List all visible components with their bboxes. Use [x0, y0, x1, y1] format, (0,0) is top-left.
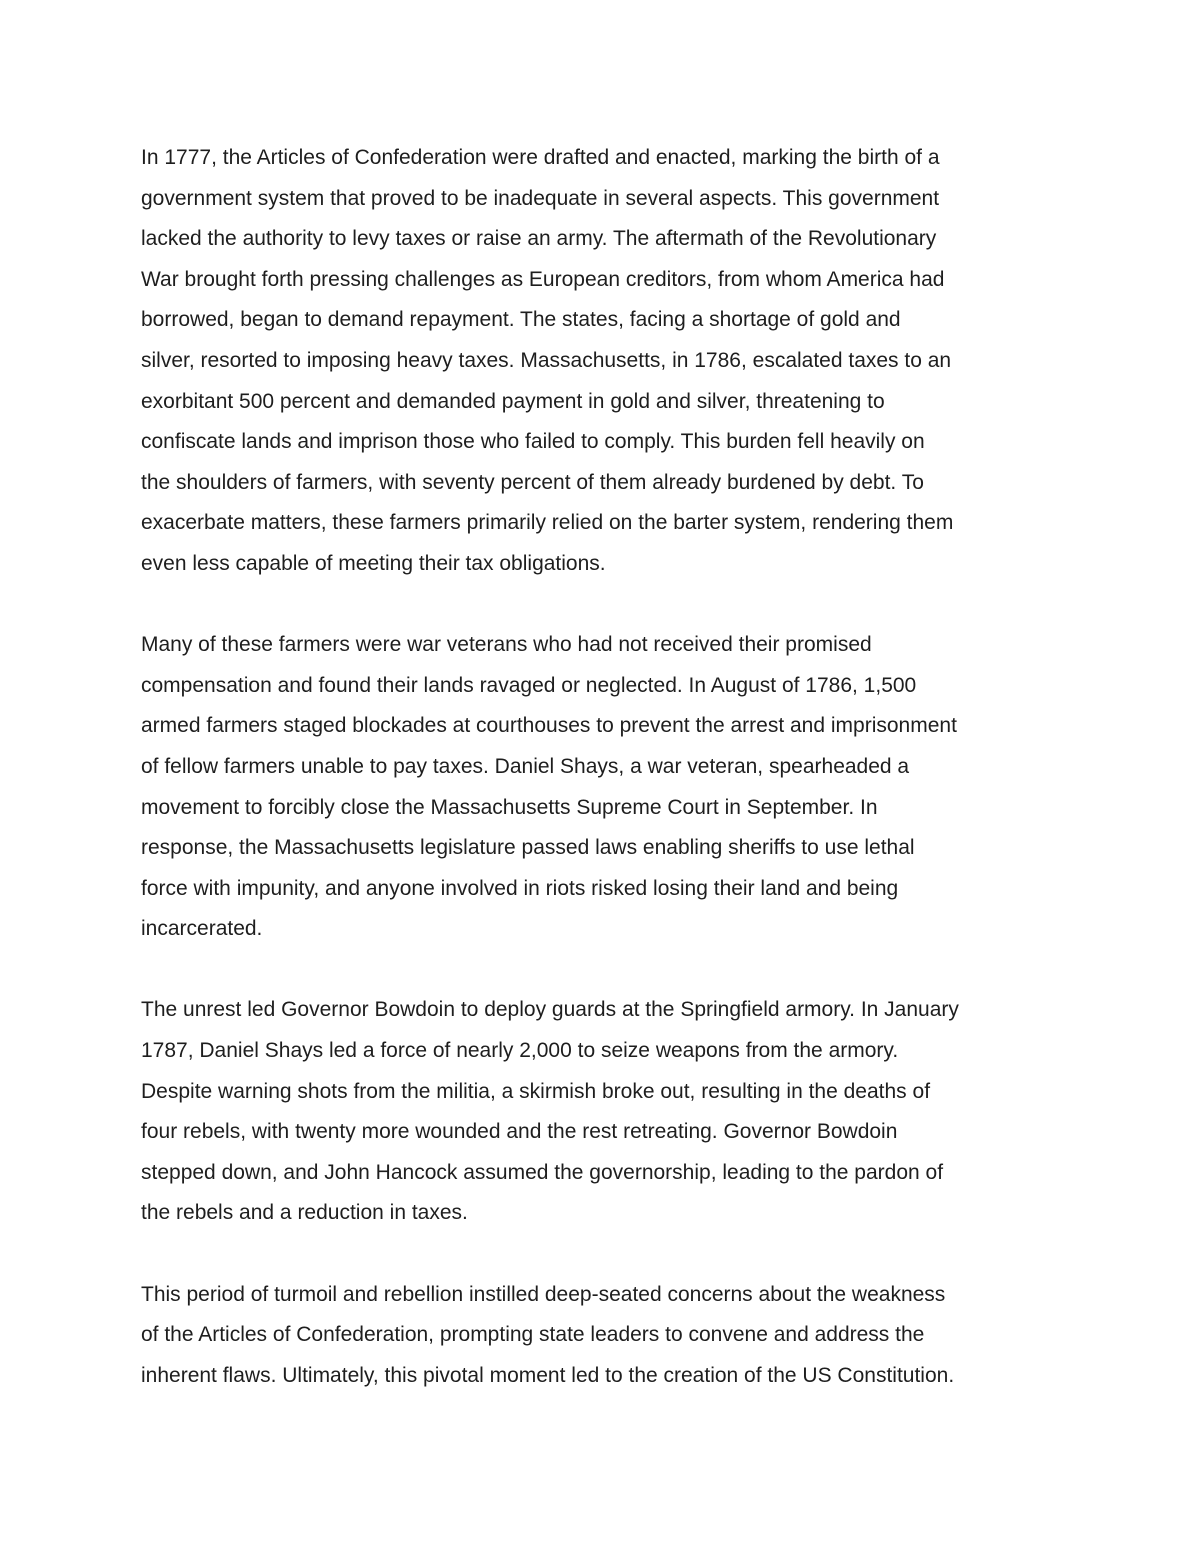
paragraph-4: [141, 1275, 1066, 1397]
text-line: even less capable of meeting their tax obligations.: [141, 551, 606, 575]
text-line: lacked the authority to levy taxes or raise an army. The aftermath of the Revolutionary: [141, 227, 937, 251]
text-line: confiscate lands and imprison those who failed to comply. This burden fell heavily on: [141, 430, 925, 454]
text-line: four rebels, with twenty more wounded and the rest retreating. Governor Bowdoin: [141, 1120, 898, 1144]
text-line: of fellow farmers unable to pay taxes. Daniel Shays, a war veteran, spearheaded a: [141, 754, 910, 778]
paragraph-1: [141, 138, 1066, 585]
text-line: stepped down, and John Hancock assumed the governorship, leading to the pardon of: [141, 1160, 944, 1184]
text-line: force with impunity, and anyone involved in riots risked losing their land and being: [141, 876, 899, 900]
paragraph-2: [141, 625, 1066, 950]
text-line: inherent flaws. Ultimately, this pivotal moment led to the creation of the US Constitution.: [141, 1363, 955, 1387]
text-line: The unrest led Governor Bowdoin to deploy guards at the Springfield armory. In January: [141, 998, 959, 1022]
text-line: War brought forth pressing challenges as European creditors, from whom America had: [141, 267, 945, 291]
text-line: the shoulders of farmers, with seventy percent of them already burdened by debt. To: [141, 470, 924, 494]
text-line: government system that proved to be inadequate in several aspects. This government: [141, 186, 940, 210]
text-line: Despite warning shots from the militia, a skirmish broke out, resulting in the deaths of: [141, 1079, 931, 1103]
text-line: movement to forcibly close the Massachusetts Supreme Court in September. In: [141, 795, 878, 819]
text-line: of the Articles of Confederation, prompting state leaders to convene and address the: [141, 1323, 925, 1347]
text-line: In 1777, the Articles of Confederation were drafted and enacted, marking the birth of a: [141, 146, 940, 169]
text-line: armed farmers staged blockades at courthouses to prevent the arrest and imprisonment: [141, 714, 957, 738]
text-line: 1787, Daniel Shays led a force of nearly 2,000 to seize weapons from the armory.: [141, 1039, 899, 1063]
text-line: response, the Massachusetts legislature passed laws enabling sheriffs to use lethal: [141, 836, 915, 860]
text-line: silver, resorted to imposing heavy taxes. Massachusetts, in 1786, escalated taxes to an: [141, 348, 952, 372]
text-line: compensation and found their lands ravaged or neglected. In August of 1786, 1,500: [141, 673, 917, 697]
text-line: This period of turmoil and rebellion instilled deep-seated concerns about the weakness: [141, 1282, 946, 1306]
paragraph-3: [141, 990, 1066, 1234]
text-line: Many of these farmers were war veterans who had not received their promised: [141, 633, 872, 657]
text-line: exorbitant 500 percent and demanded payment in gold and silver, threatening to: [141, 389, 885, 413]
document-body: [141, 138, 1066, 1437]
text-line: exacerbate matters, these farmers primarily relied on the barter system, rendering them: [141, 511, 954, 535]
text-line: incarcerated.: [141, 917, 263, 941]
text-line: the rebels and a reduction in taxes.: [141, 1201, 468, 1225]
text-line: borrowed, began to demand repayment. The states, facing a shortage of gold and: [141, 308, 901, 332]
